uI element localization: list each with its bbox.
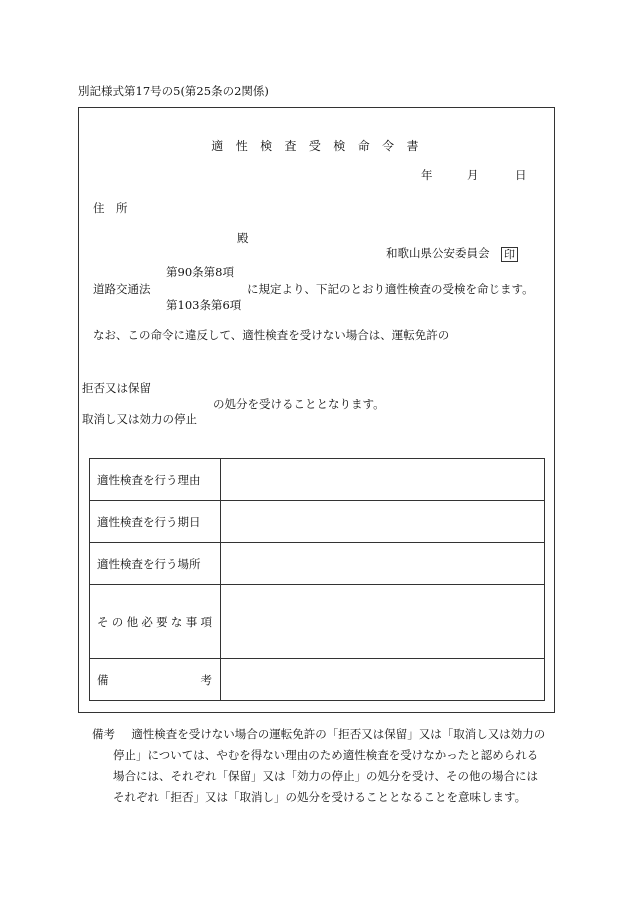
honorific: 殿 [237, 231, 249, 245]
option-revocation: 取消し又は効力の停止 [82, 412, 197, 426]
label-char: の [111, 614, 124, 629]
table-row [90, 501, 545, 543]
details-table [89, 458, 545, 701]
table-row [90, 659, 545, 701]
reason-label: 適性検査を行う理由 [90, 459, 221, 501]
label-char: 他 [126, 614, 139, 629]
label-char: そ [97, 614, 109, 629]
place-value[interactable] [221, 543, 545, 585]
footnote-label: 備考 [92, 727, 115, 741]
footnote-text: 適性検査を受けない場合の運転免許の「拒否又は保留」又は「取消し又は効力の [131, 727, 546, 741]
article-line-1: 第90条第8項 [166, 265, 234, 279]
order-text: に規定より、下記のとおり適性検査の受検を命じます。 [247, 282, 534, 296]
warning-text: なお、この命令に違反して、適性検査を受けない場合は、運転免許の [93, 328, 450, 342]
label-char: 項 [200, 614, 212, 629]
date-value[interactable] [221, 501, 545, 543]
reason-value[interactable] [221, 459, 545, 501]
label-char: 備 [97, 672, 109, 687]
table-row [90, 459, 545, 501]
label-char: 事 [185, 614, 198, 629]
other-label [90, 585, 221, 659]
form-number: 別記様式第17号の5(第25条の2関係) [78, 84, 269, 98]
label-char: な [170, 614, 183, 629]
footnote [92, 724, 562, 808]
date-day: 日 [515, 168, 527, 182]
address-label: 住 所 [93, 201, 128, 215]
page-title: 適 性 検 査 受 検 命 令 書 [211, 139, 419, 153]
label-char: 必 [141, 614, 153, 629]
place-label: 適性検査を行う場所 [90, 543, 221, 585]
option-refusal: 拒否又は保留 [82, 381, 151, 395]
label-char: 要 [156, 614, 168, 629]
date-month: 月 [467, 168, 479, 182]
footnote-line [92, 724, 562, 745]
consequence-text: の処分を受けることとなります。 [213, 397, 385, 411]
footnote-line: 場合には、それぞれ「保留」又は「効力の停止」の処分を受け、その他の場合には [113, 769, 539, 783]
remarks-label [90, 659, 221, 701]
footnote-line: 停止」については、やむを得ない理由のため適性検査を受けなかったと認められる [113, 748, 539, 762]
other-value[interactable] [221, 585, 545, 659]
label-char: 考 [200, 672, 212, 687]
footnote-line: それぞれ「拒否」又は「取消し」の処分を受けることとなることを意味します。 [113, 790, 527, 804]
date-year: 年 [421, 168, 433, 182]
other-label-chars [97, 614, 220, 630]
law-name: 道路交通法 [93, 282, 151, 296]
remarks-value[interactable] [221, 659, 545, 701]
table-row [90, 543, 545, 585]
article-line-2: 第103条第6項 [166, 298, 242, 312]
issuer-name: 和歌山県公安委員会 [386, 246, 490, 260]
table-row [90, 585, 545, 659]
date-label: 適性検査を行う期日 [90, 501, 221, 543]
remarks-label-chars [97, 672, 220, 688]
seal-stamp: 印 [501, 247, 518, 262]
